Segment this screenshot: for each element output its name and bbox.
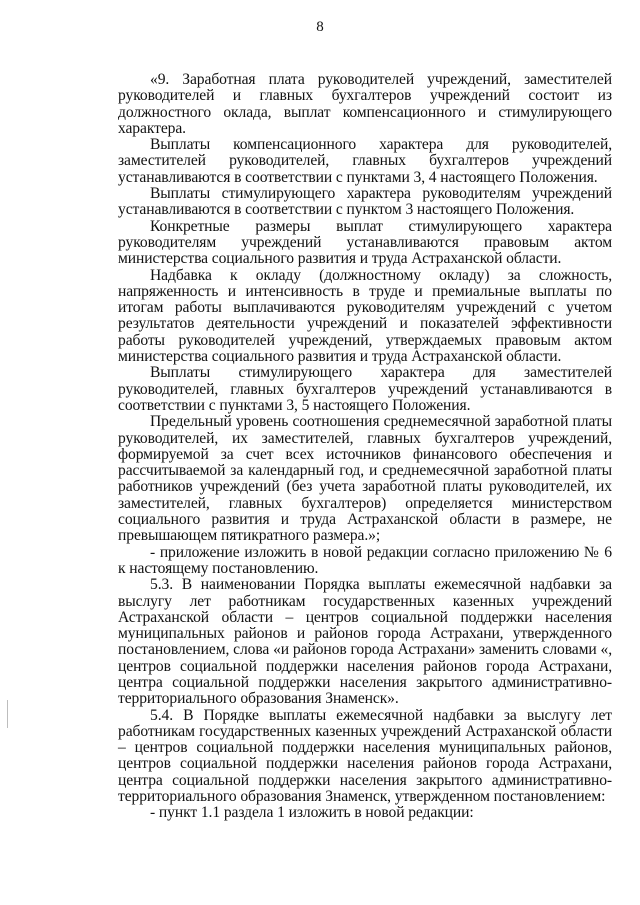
paragraph-11: - пункт 1.1 раздела 1 изложить в новой редакции:: [150, 804, 474, 822]
paragraph-8: - приложение изложить в новой редакции согласно приложению № 6 к настоящему постановлению.: [118, 543, 612, 577]
paragraph-9: 5.3. В наименовании Порядка выплаты ежемесячной надбавки за выслугу лет работникам государственных казенных учреждений Астраханской области – центров социальной поддержки населения муниципальных районов и районов города Астрахани, утвержденного постановлением, слова «и районов города Астрахани» заменить словами «, центров социальной поддержки населения районов города Астрахани, центра социальной поддержки населения закрытого административно-территориального образования Знаменск».: [118, 576, 612, 708]
paragraph-1: «9. Заработная плата руководителей учреждений, заместителей руководителей и главных бухгалтеров учреждений состоит из должностного оклада, выплат компенсационного и стимулирующего характера.: [118, 71, 612, 137]
paragraph-4: Конкретные размеры выплат стимулирующего характера руководителям учреждений устанавливаются правовым актом министерства социального развития и труда Астраханской области.: [118, 217, 612, 268]
paragraph-7: Предельный уровень соотношения среднемесячной заработной платы руководителей, их заместителей, главных бухгалтеров учреждений, формируемой за счет всех источников финансового обеспечения и рассчитываемой за календарный год, и среднемесячной заработной платы работников учреждений (без учета заработной платы руководителей, их заместителей, главных бухгалтеров) определяется министерством социального развития и труда Астраханской области в размере, не превышающем пятикратного размера.»;: [118, 413, 612, 545]
paragraph-3: Выплаты стимулирующего характера руководителям учреждений устанавливаются в соответствии с пунктом 3 настоящего Положения.: [118, 185, 612, 219]
paragraph-2: Выплаты компенсационного характера для руководителей, заместителей руководителей, главных бухгалтеров учреждений устанавливаются в соответствии с пунктами 3, 4 настоящего Положения.: [118, 136, 612, 186]
scan-margin-mark: [7, 700, 8, 728]
paragraph-5: Надбавка к окладу (должностному окладу) за сложность, напряженность и интенсивность в труде и премиальные выплаты по итогам работы выплачиваются руководителям учреждений с учетом результатов деятельности учреждений и показателей эффективности работы руководителей учреждений, утверждаемых правовым актом министерства социального развития и труда Астраханской области.: [118, 266, 612, 366]
page-number: 8: [316, 19, 324, 35]
paragraph-10: 5.4. В Порядке выплаты ежемесячной надбавки за выслугу лет работникам государственных казенных учреждений Астраханской области – центров социальной поддержки населения муниципальных районов, центров социальной поддержки населения районов города Астрахани, центра социальной поддержки населения закрытого административно-территориального образования Знаменск, утвержденном постановлением:: [118, 706, 612, 806]
paragraph-6: Выплаты стимулирующего характера для заместителей руководителей, главных бухгалтеров учреждений устанавливаются в соответствии с пунктами 3, 5 настоящего Положения.: [118, 364, 612, 414]
document-body: [118, 72, 612, 822]
